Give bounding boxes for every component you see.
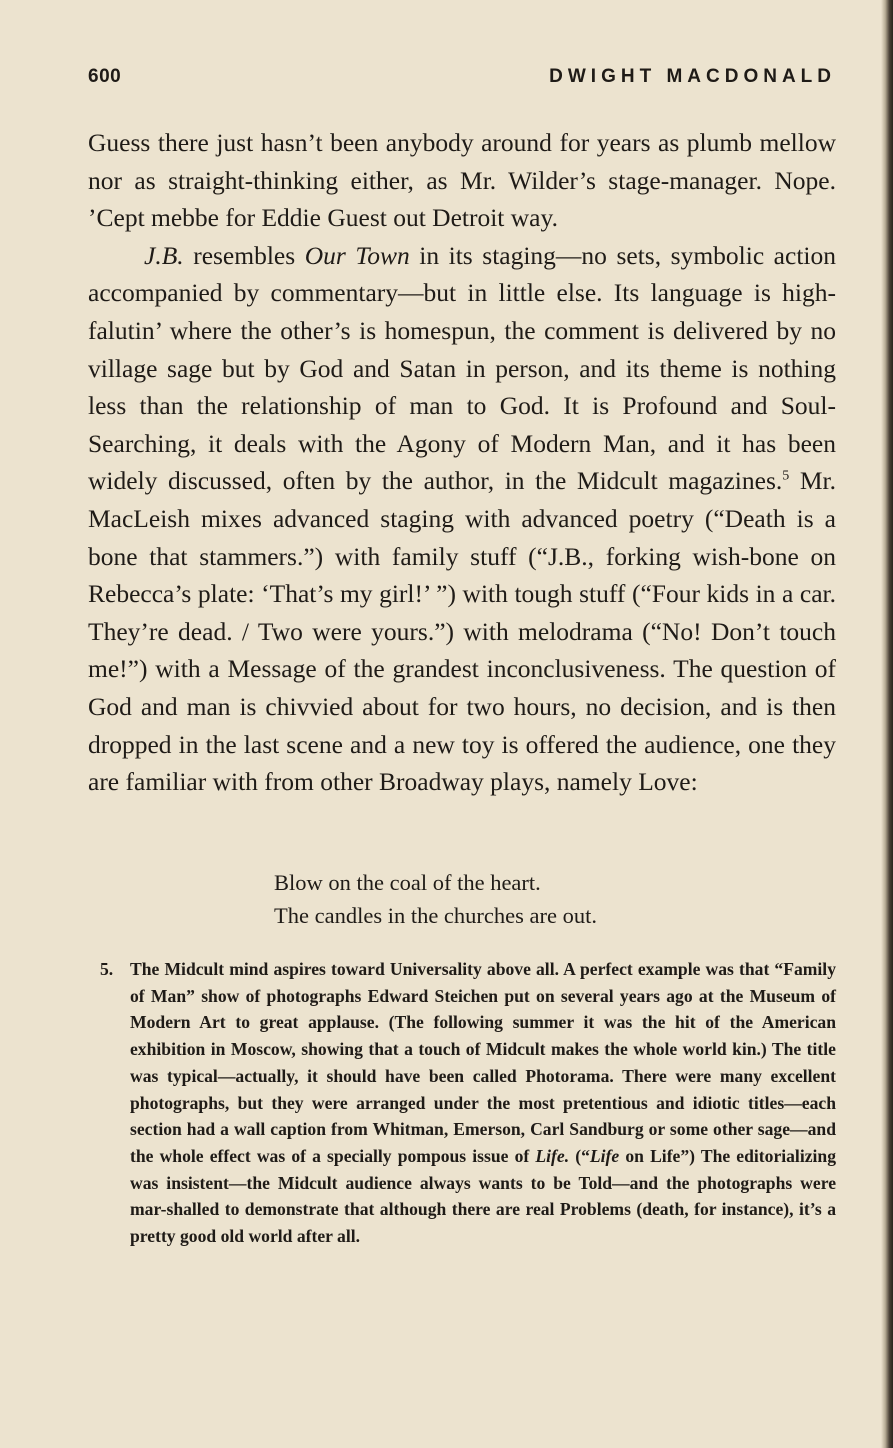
page-number: 600 xyxy=(88,66,122,87)
paragraph-2-text-c: Mr. MacLeish mixes advanced staging with advanced poetry (“Death is a bone that stammers.”) with family stuff (“J.B., forking wish-bone on Rebecca’s plate: ‘That’s my girl!’ ”) with tough stuff (“Four kids in a car. They’re dead. / Two were yours.”) with melodrama (“No! Don’t touch me!”) with a Message of the grandest inconclusiveness. The question of God and man is chivvied about for two hours, no decision, and is then dropped in the last scene and a new toy is offered the audience, one they are familiar with from other Broadway plays, namely Love: xyxy=(88,466,836,797)
running-head: DWIGHT MACDONALD xyxy=(549,66,836,87)
footnote-text-a: The Midcult mind aspires toward Universality above all. A perfect example was that “Family of Man” show of photographs Edward Steichen put on several years ago at the Museum of Modern Art to great applause. (The following summer it was the hit of the American exhibition in Moscow, showing that a touch of Midcult makes the whole world kin.) The title was typical—actually, it should have been called Photorama. There were many excellent photographs, but they were arranged under the most pretentious and idiotic titles—each section had a wall caption from Whitman, Emerson, Carl Sandburg or some other sage—and the whole effect was of a specially pompous issue of xyxy=(130,959,836,1166)
title-life-2: Life xyxy=(589,1145,620,1166)
footnote-text-b: (“ xyxy=(569,1145,590,1166)
paragraph-2-text-b: in its staging—no sets, symbolic action accompanied by commentary—but in little else. Its language is high-falutin’ where the other’s is homespun, the comment is delivered by no village sage but by God and Satan in person, and its theme is nothing less than the relationship of man to God. It is Profound and Soul-Searching, it deals with the Agony of Modern Man, and it has been widely discussed, often by the author, in the Midcult magazines. xyxy=(88,240,836,496)
footnote-reference: 5 xyxy=(782,468,790,484)
paragraph-2-text-a: resembles xyxy=(183,240,305,270)
body-text xyxy=(88,124,836,801)
footnote-number: 5. xyxy=(100,959,114,979)
title-jb: J.B. xyxy=(144,240,184,270)
paragraph-2 xyxy=(88,237,836,801)
footnote-text-c: on Life”) The editorializing was insistent—the Midcult audience always wants to be Told—and the photographs were mar-shalled to demonstrate that although there are real Problems (death, for instance), it’s a pretty good old world after all. xyxy=(130,1145,836,1247)
page-header xyxy=(88,66,836,96)
title-life: Life. xyxy=(535,1145,570,1166)
verse-line-2: The candles in the churches are out. xyxy=(274,903,597,928)
paragraph-1: Guess there just hasn’t been anybody around for years as plumb mellow nor as straight-thinking either, as Mr. Wilder’s stage-manager. Nope. ’Cept mebbe for Eddie Guest out Detroit way. xyxy=(88,128,836,233)
verse-line-1: Blow on the coal of the heart. xyxy=(274,870,541,895)
footnote-text xyxy=(130,956,836,1250)
title-our-town: Our Town xyxy=(304,240,410,270)
footnote xyxy=(100,956,836,1250)
verse-quote xyxy=(274,866,597,932)
page-edge-shadow xyxy=(881,0,893,1448)
